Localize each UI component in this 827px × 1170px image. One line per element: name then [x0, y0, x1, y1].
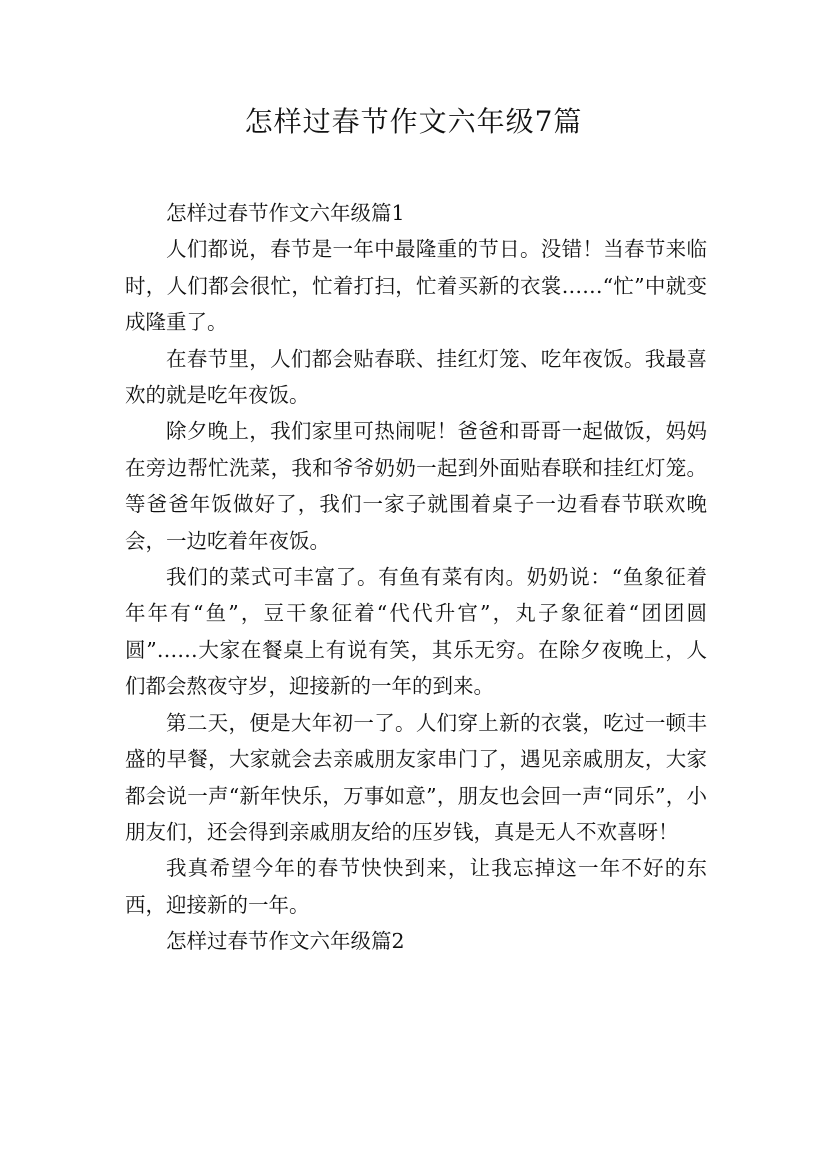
paragraph: 在春节里，人们都会贴春联、挂红灯笼、吃年夜饭。我最喜欢的就是吃年夜饭。 [125, 346, 707, 408]
document-title: 怎样过春节作文六年级7篇 [244, 105, 583, 138]
paragraph: 我们的菜式可丰富了。有鱼有菜有肉。奶奶说：“鱼象征着年年有“鱼”，豆干象征着“代代升官”，丸子象征着“团团圆圆”……大家在餐桌上有说有笑，其乐无穷。在除夕夜晚上，人们都会熬夜守岁，迎接新的一年的到来。 [125, 565, 707, 699]
section-heading-2: 怎样过春节作文六年级篇2 [166, 929, 405, 954]
section-heading-1: 怎样过春节作文六年级篇1 [166, 201, 405, 225]
paragraph: 我真希望今年的春节快快到来，让我忘掉这一年不好的东西，迎接新的一年。 [125, 856, 707, 917]
paragraph: 除夕晚上，我们家里可热闹呢！爸爸和哥哥一起做饭，妈妈在旁边帮忙洗菜，我和爷爷奶奶一起到外面贴春联和挂红灯笼。等爸爸年饭做好了，我们一家子就围着桌子一边看春节联欢晚会，一边吃着年夜饭。 [125, 419, 707, 553]
paragraph: 第二天，便是大年初一了。人们穿上新的衣裳，吃过一顿丰盛的早餐，大家就会去亲戚朋友家串门了，遇见亲戚朋友，大家都会说一声“新年快乐，万事如意”，朋友也会回一声“同乐”，小朋友们，还会得到亲戚朋友给的压岁钱，真是无人不欢喜呀！ [125, 710, 707, 844]
paragraph: 人们都说，春节是一年中最隆重的节日。没错！当春节来临时，人们都会很忙，忙着打扫，忙着买新的衣裳……“忙”中就变成隆重了。 [125, 237, 707, 335]
document-body [125, 195, 707, 960]
